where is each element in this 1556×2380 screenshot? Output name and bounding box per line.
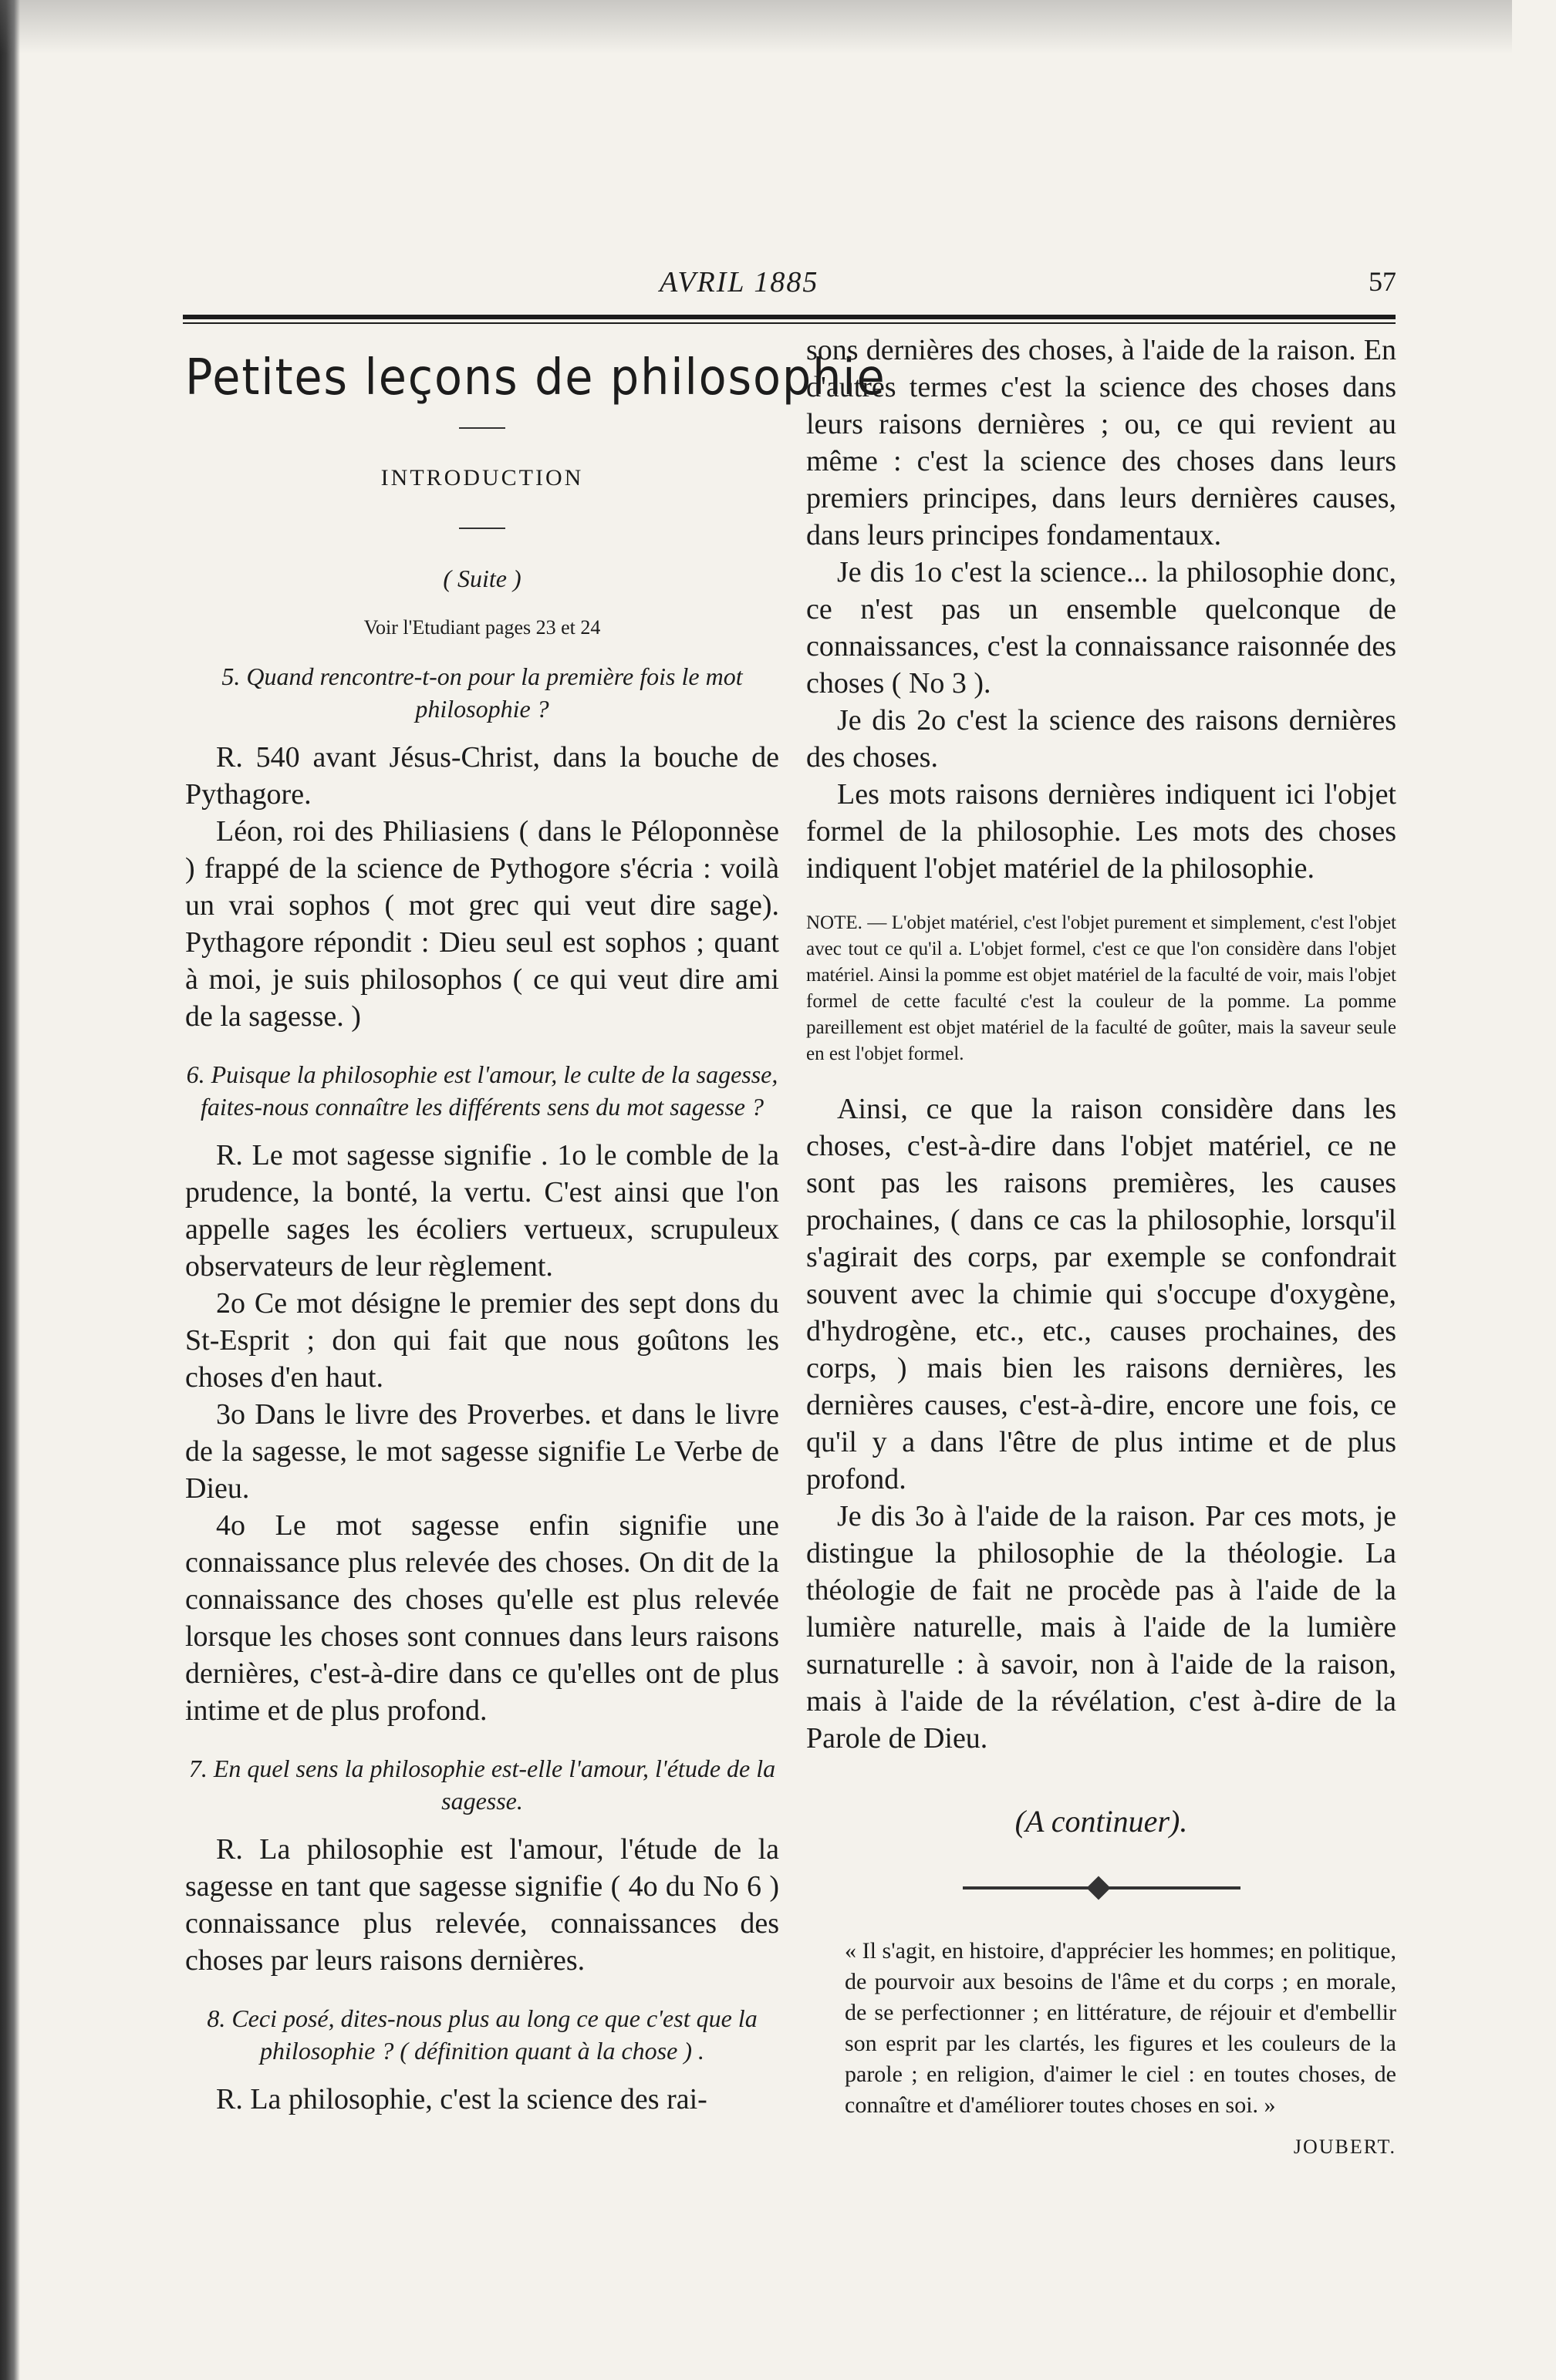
- page-number: 57: [1369, 266, 1396, 297]
- answer-paragraph: 4o Le mot sagesse enfin signifie une connaissance plus relevée des choses. On dit de la connaissance des choses qu'elle est plus relevée lorsque les choses sont connues dans leurs raisons dernières, c'est-à-dire dans ce qu'elles ont de plus intime et de plus profond.: [185, 1509, 779, 1727]
- section-title: INTRODUCTION: [380, 465, 584, 490]
- header-rule: [183, 315, 1396, 319]
- footnote: NOTE. — L'objet matériel, c'est l'objet purement et simplement, c'est l'objet avec tout ce qu'il a. L'objet formel, c'est ce que l'on considère dans l'objet matériel. Ainsi la pomme est objet matériel de la faculté de voir, mais l'objet formel de cette faculté c'est la couleur de la pomme. La pomme pareillement est objet matériel de la faculté de goûter, mais la saveur seule en est l'objet formel.: [806, 912, 1396, 1064]
- answer-paragraph: R. Le mot sagesse signifie . 1o le comble de la prudence, la bonté, la vertu. C'est ainsi que l'on appelle sages les écoliers vertueux, scrupuleux observateurs de leur règlement.: [185, 1139, 779, 1283]
- answer-paragraph: 3o Dans le livre des Proverbes. et dans le livre de la sagesse, le mot sagesse signifie Le Verbe de Dieu.: [185, 1398, 779, 1505]
- question-6: 6. Puisque la philosophie est l'amour, le culte de la sagesse, faites-nous connaître les différents sens du mot sagesse ?: [186, 1060, 778, 1121]
- body-paragraph: Ainsi, ce que la raison considère dans les choses, c'est-à-dire dans l'objet matériel, ce ne sont pas les raisons premières, les causes prochaines, ( dans ce cas la philosophie, lorsqu'il s'agirait des corps, par exemple se confondrait souvent avec la chimie qui s'occupe d'oxygène, d'hydrogène, etc., etc., causes prochaines, des corps, ) mais bien les raisons dernières, les dernières causes, c'est-à-dire, encore une fois, ce qu'il y a dans l'être de plus intime et de plus profond.: [806, 1093, 1396, 1495]
- question-8: 8. Ceci posé, dites-nous plus au long ce que c'est que la philosophie ? ( définition quant à la chose ) .: [207, 2004, 758, 2065]
- ornament-divider: [806, 1886, 1396, 1890]
- left-column: [185, 332, 886, 2118]
- body-paragraph: Les mots raisons dernières indiquent ici l'objet formel de la philosophie. Les mots des choses indiquent l'objet matériel de la philosophie.: [806, 778, 1396, 885]
- question-5: 5. Quand rencontre-t-on pour la première fois le mot philosophie ?: [221, 662, 743, 723]
- body-paragraph: Je dis 2o c'est la science des raisons dernières des choses.: [806, 704, 1396, 774]
- question-7: 7. En quel sens la philosophie est-elle l'amour, l'étude de la sagesse.: [188, 1755, 776, 1815]
- body-paragraph: Je dis 1o c'est la science... la philosophie donc, ce n'est pas un ensemble quelconque de connaissances, c'est la connaissance raisonnée des choses ( No 3 ).: [806, 556, 1396, 700]
- answer-paragraph: R. 540 avant Jésus-Christ, dans la bouche de Pythagore.: [185, 741, 779, 811]
- body-paragraph: sons dernières des choses, à l'aide de la raison. En d'autres termes c'est la science des choses dans leurs raisons dernières ; ou, ce qui revient au même : c'est la science des choses dans leurs premiers principes, dans leurs dernières causes, dans leurs principes fondamentaux.: [806, 334, 1396, 551]
- header-rule-thin: [183, 322, 1396, 324]
- answer-paragraph: R. La philosophie est l'amour, l'étude de la sagesse en tant que sagesse signifie ( 4o du No 6 ) connaissance plus relevée, connaissances des choses par leurs raisons dernières.: [185, 1833, 779, 1977]
- divider: [459, 528, 505, 529]
- issue-date: AVRIL 1885: [660, 266, 819, 298]
- page-header: [181, 265, 1396, 312]
- right-column: [806, 332, 1396, 2166]
- answer-paragraph: 2o Ce mot désigne le premier des sept dons du St-Esprit ; don qui fait que nous goûtons les choses d'en haut.: [185, 1287, 779, 1394]
- quote-author: JOUBERT.: [1293, 2136, 1396, 2158]
- scan-shadow: [0, 0, 1512, 54]
- answer-paragraph: R. La philosophie, c'est la science des rai-: [216, 2083, 707, 2115]
- scan-edge: [0, 0, 20, 2380]
- epigraph-quote: « Il s'agit, en histoire, d'apprécier les hommes; en politique, de pourvoir aux besoins de l'âme et du corps ; en morale, de se perfectionner ; en littérature, de réjouir et d'embellir son esprit par les clartés, les figures et les couleurs de la parole ; en religion, d'aimer le ciel : en toutes choses, de connaître et d'améliorer toutes choses en soi. »: [845, 1938, 1396, 2118]
- answer-paragraph: Léon, roi des Philiasiens ( dans le Péloponnèse ) frappé de la science de Pythogore s'écria : voilà un vrai sophos ( mot grec qui veut dire sage). Pythagore répondit : Dieu seul est sophos ; quant à moi, je suis philosophos ( ce qui veut dire ami de la sagesse. ): [185, 815, 779, 1033]
- continuation-note: (A continuer).: [1014, 1804, 1188, 1839]
- suite-label: ( Suite ): [443, 565, 521, 592]
- body-paragraph: Je dis 3o à l'aide de la raison. Par ces mots, je distingue la philosophie de la théologie. La théologie de fait ne procède pas à l'aide de la lumière naturelle, mais à l'aide de la lumière surnaturelle : à savoir, non à l'aide de la raison, mais à l'aide de la révélation, c'est à-dire de la Parole de Dieu.: [806, 1500, 1396, 1755]
- reference-note: Voir l'Etudiant pages 23 et 24: [363, 616, 601, 639]
- divider: [459, 427, 505, 429]
- article-title: Petites leçons de philosophie: [185, 349, 886, 406]
